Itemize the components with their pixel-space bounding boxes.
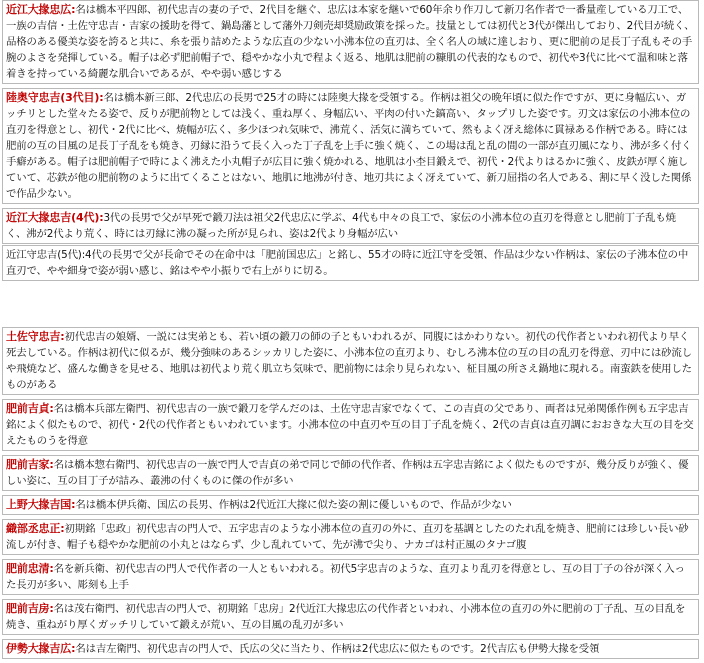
entry-heading: 織部丞忠正:	[6, 522, 65, 535]
entry-kozuke-daijo-yoshikuni	[2, 495, 699, 515]
entry-hizen-tadakiyo	[2, 559, 699, 595]
entry-text: 近江守忠吉(5代):4代の長男で父が長命でその在命中は「肥前国忠広」と銘し、55才の時に近江守を受領、作品は少ない作柄は、家伝の子沸本位の中直刃で、やや細身で姿が弱い感じ、銘はやや小振りで右上がりに切る。	[6, 249, 689, 277]
entry-omi-daijo-tadahiro	[2, 0, 699, 84]
entry-hizen-yoshisada	[2, 399, 699, 451]
entry-text: 名は橋本平四郎、初代忠吉の妻の子で、2代目を継ぐ、忠広は本家を継いで60年余り作刀して新刀名作者で一番量産している刀工で、一族の吉信・土佐守忠吉・吉家の援助を得て、鍋島藩として藩外刀剣売却奨励政策を採った。技量としては初代と3代が傑出しており、2代目が続く、品格のある優美な姿を誇ると共に、糸を張り詰めたような広直の少ない小沸本位の直刃は、全く名人の域に達しおり、更に肥前の足長丁子乱もその手腕のよさを発揮している。帽子は必ず肥前帽子で、穏やかな小丸で程よく返る、地肌は肥前の糠肌の代表的なもので、初代や3代に比べて温和味と落着きを持っている綺麗な肌合いであるが、やや弱い感じする	[6, 4, 695, 80]
entry-heading: 肥前忠清:	[6, 562, 54, 575]
entry-heading: 近江大掾忠吉(4代):	[6, 211, 104, 224]
document-page	[2, 0, 699, 663]
entry-text: 初期銘「忠政」初代忠吉の門人で、五字忠吉のような小沸本位の直刃の外に、直刃を基調としたのたれ乱を焼き、肥前には珍しい長い砂流しが付き、帽子も穏やかな肥前の小丸とはならず、少し乱れていて、先が沸で尖り、ナカゴは村正風のタナゴ腹	[6, 523, 689, 551]
entry-text: 3代の長男で父が早死で鍛刀法は祖父2代忠広に学ぶ、4代も中々の良工で、家伝の小沸本位の直刃を得意とし肥前丁子乱も焼く、沸が2代より荒く、時には刃縁に沸の凝った所が見られ、姿は2代より身幅が広い	[6, 212, 676, 240]
entry-omi-daijo-tadayoshi-4th	[2, 208, 699, 244]
entry-text: 名は橋本新三郎、2代忠広の長男で25才の時には陸奥大掾を受領する。作柄は祖父の晩年頃に似た作ですが、更に身幅広い、ガッチリとした堂々たる姿で、反りが肥前物としては浅く、重ね厚く、身幅広い、平肉の付いた鎬高い、タップリした姿です。刃文は家伝の小沸本位の直刃を得意とし、初代・2代に比べ、焼幅が広く、多少ほつれ気味で、沸荒く、活気に満ちていて、然もよく冴え総体に貫禄ある作柄である。時には肥前の互の目風の足長丁子乱をも焼き、刃縁に沿うて長く入った丁子乱を上手に強く焼く、この場は乱と乱の間の一部が直刃風になり、沸が多く付く手癖がある。帽子は肥前帽子で時によく沸えた小丸帽子が広目に強く焼かれる、地肌は小杢目鍛えで、初代・2代よりはるかに強く、皮鉄が厚く施していて、芯鉄が他の肥前物のように出てくることはない、地肌に地沸が付き、地刃共によく冴えていて、新刀屈指の名人である、割に早く没した関係で作品少ない。	[6, 92, 692, 200]
entry-text: 初代忠吉の娘婿、一説には実弟とも、若い頃の鍛刀の師の子ともいわれるが、同腹にはかわりない。初代の代作者といわれ初代より早く死去している。作柄は初代に似るが、幾分強味のあるシッカリした姿に、小沸本位の直刃より、むしろ沸本位の互の目の乱刃を得意、刃中には砂流しや飛焼など、盛んな働きを見せる、地肌は初代より荒く肌立ち気味で、肥前物には余り見られない、柾目風の所さえ鍋地に現れる。南蛮鉄を使用したものがある	[6, 331, 692, 391]
entry-text: 名は吉左衛門、初代忠吉の門人で、氏広の父に当たり、作柄は2代忠広に似たものです。2代吉広も伊勢大掾を受領	[75, 643, 600, 655]
entry-heading: 肥前吉家:	[6, 458, 54, 471]
entry-heading: 肥前吉貞:	[6, 402, 54, 415]
entry-text: 名は橋本伊兵衛、国広の長男、作柄は2代近江大掾に似た姿の割に優しいもので、作品が少ない	[75, 499, 512, 511]
entry-text: 名は橋本惣右衛門、初代忠吉の一族で門人で吉貞の弟で同じで師の代作者、作柄は五字忠吉銘によく似たものですが、幾分反りが強く、優しい姿に、互の目丁子が詰み、叢沸の付くものに傑の作が多い	[6, 459, 689, 487]
entry-tosa-no-kami-tadayoshi	[2, 327, 699, 395]
entry-oribe-no-jo-tadamasa	[2, 519, 699, 555]
entry-hizen-yoshifusa	[2, 599, 699, 635]
entry-heading: 肥前吉房:	[6, 602, 54, 615]
entry-omi-no-kami-tadayoshi-5th	[2, 245, 699, 281]
entry-heading: 上野大掾吉国:	[6, 498, 76, 511]
entry-text: 名は橋本兵部左衛門、初代忠吉の一族で鍛刀を学んだのは、土佐守忠吉家でなくて、この吉貞の父であり、両者は兄弟関係作例も五字忠吉銘によく似たもので、初代・2代の代作者ともいわれています。小沸本位の中直刃や互の目丁子乱を焼く、2代の吉貞は直刃調におおきな大互の目を交えたものうを得意	[6, 403, 694, 447]
entry-hizen-yoshiie	[2, 455, 699, 491]
entry-heading: 土佐守忠吉:	[6, 330, 65, 343]
section-gap	[2, 285, 699, 327]
entry-text: 名は茂右衛門、初代忠吉の門人で、初期銘「忠房」2代近江大掾忠広の代作者といわれ、小沸本位の直刃の外に肥前の丁子乱、互の目乱を焼き、重ねがり厚くガッチリしていて鍛えが荒い、互の目風の乱刃が多い	[6, 603, 686, 631]
entry-ise-daijo-yoshihiro	[2, 639, 699, 659]
entry-heading: 陸奥守忠吉(3代目):	[6, 91, 104, 104]
entry-mutsu-no-kami-tadayoshi	[2, 88, 699, 204]
entry-text: 名を新兵衛、初代忠吉の門人で代作者の一人ともいわれる。初代5字忠吉のような、直刃より乱刃を得意とし、互の目丁子の谷が深く入った長刃が多い、彫刻も上手	[6, 563, 685, 591]
entry-heading: 近江大掾忠広:	[6, 3, 76, 16]
entry-heading: 伊勢大掾吉広:	[6, 642, 76, 655]
